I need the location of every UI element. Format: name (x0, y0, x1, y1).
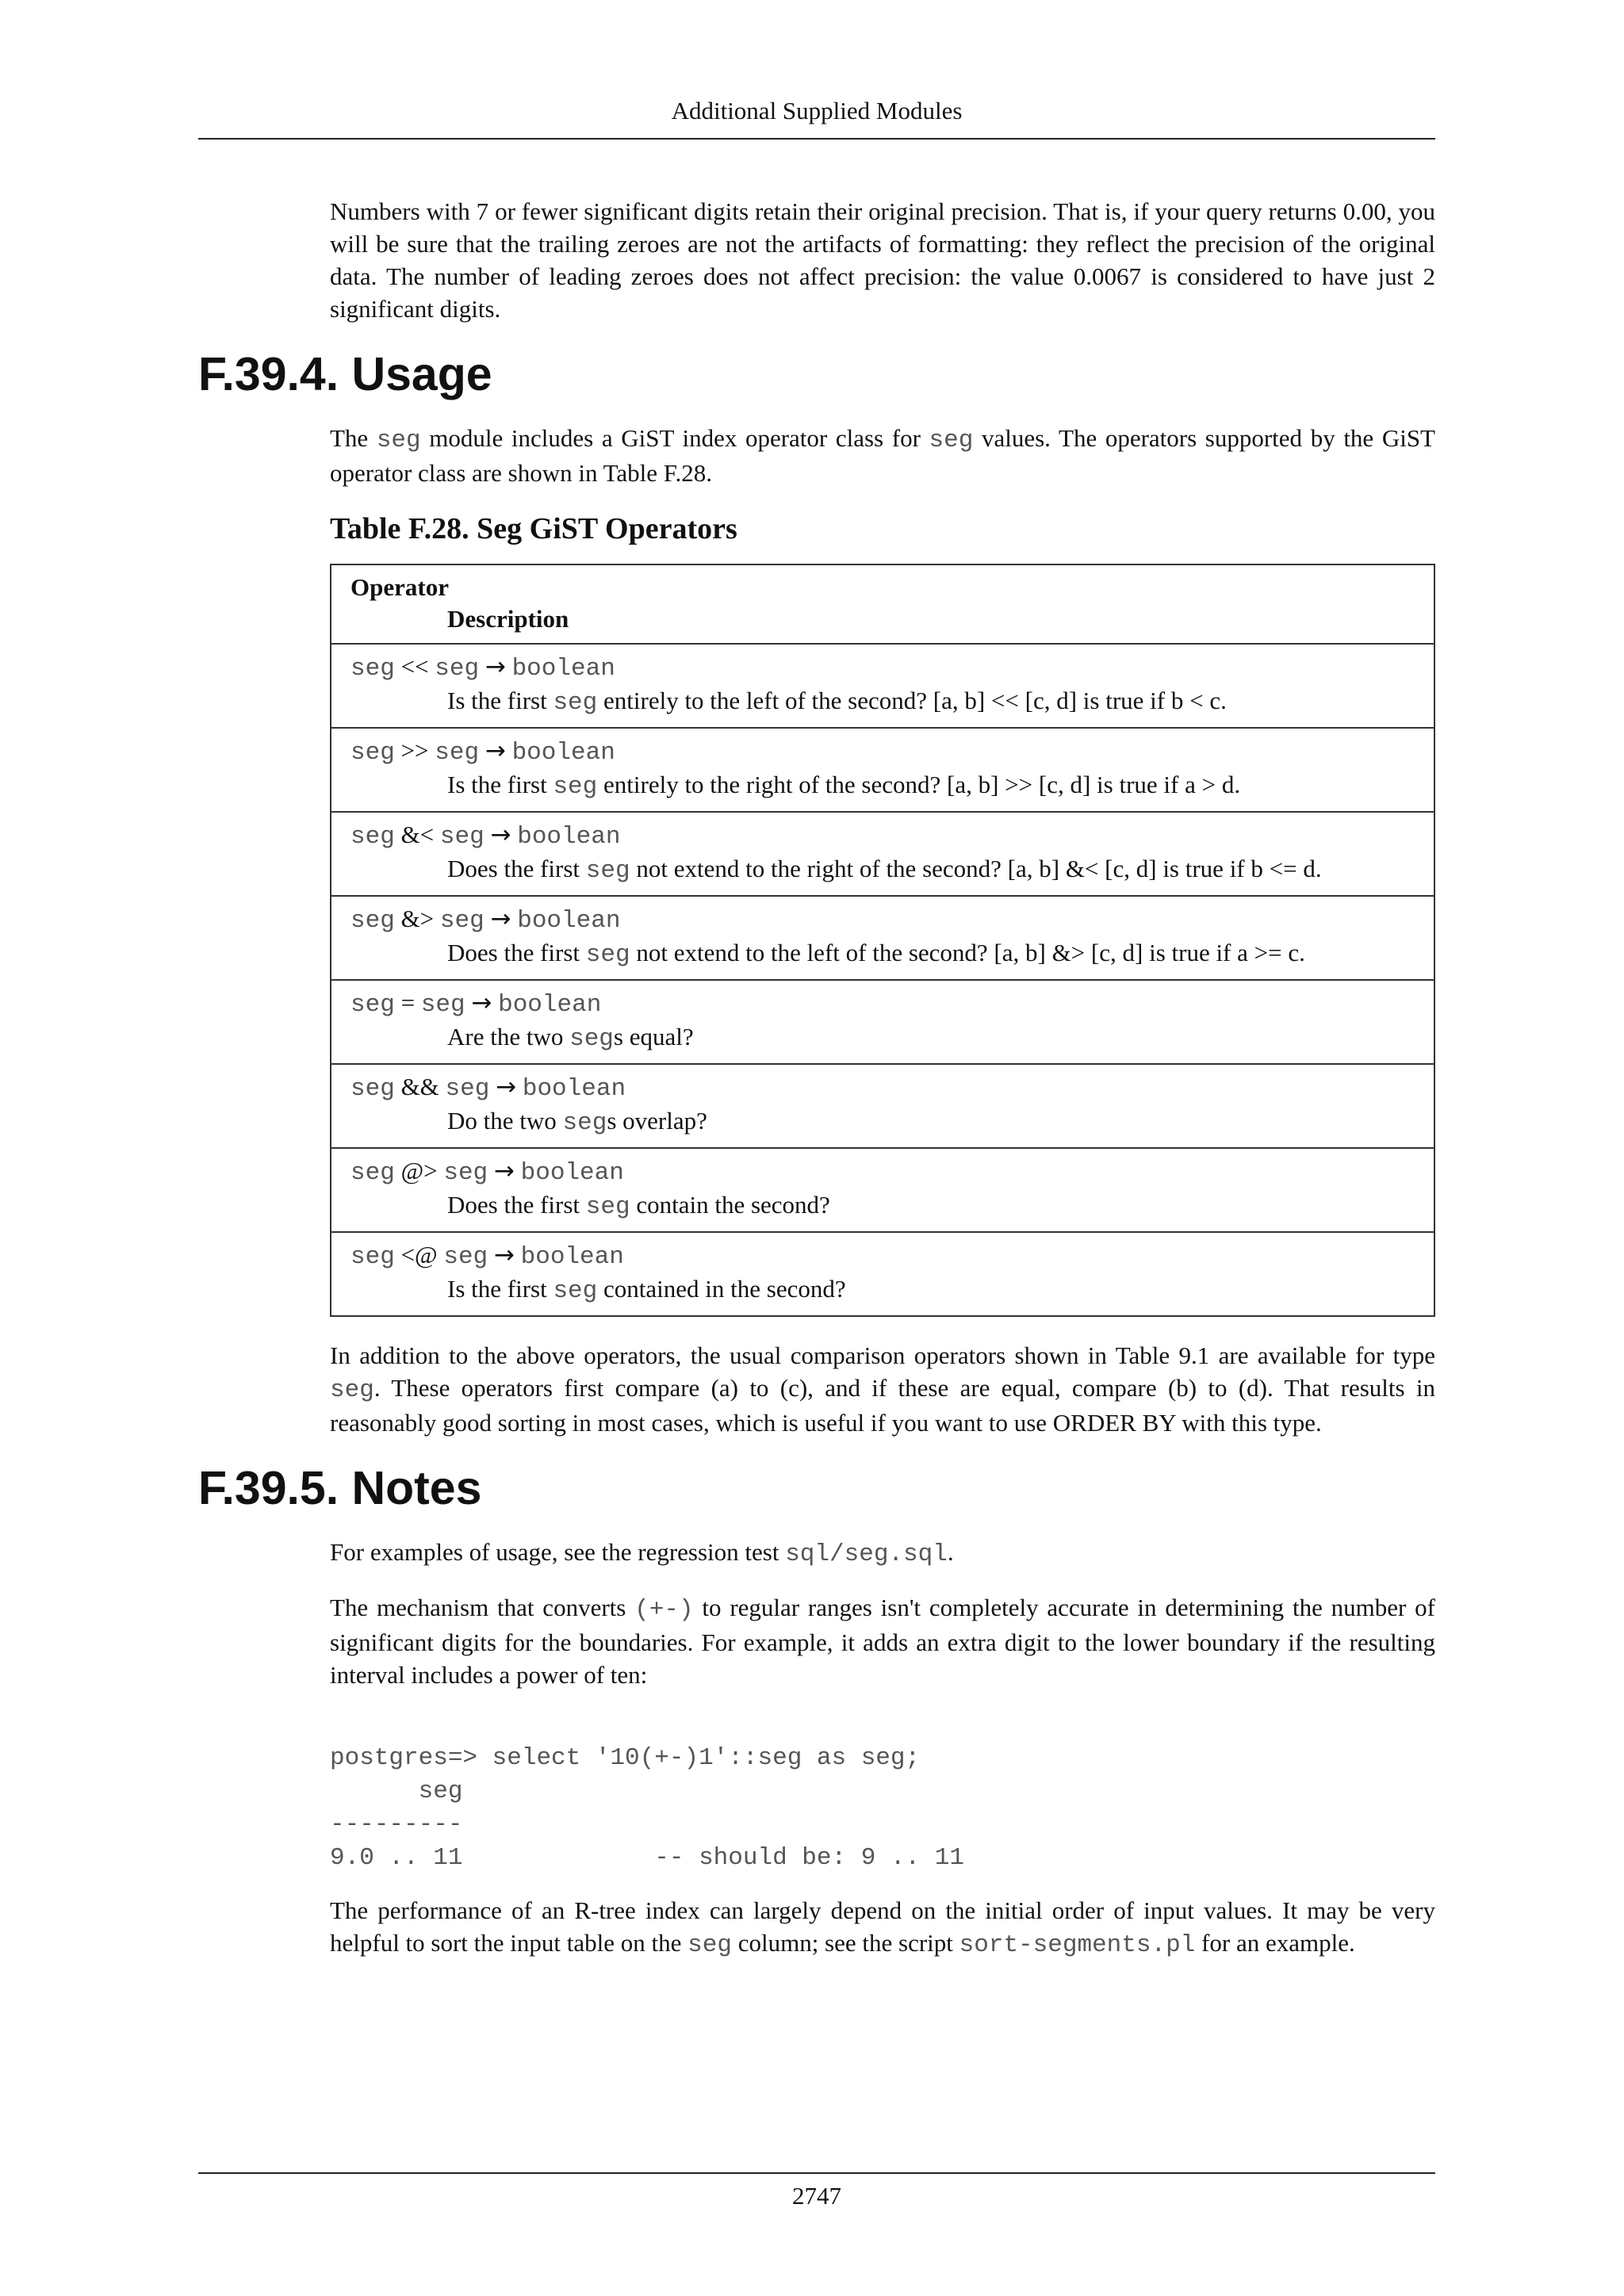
header-operator: Operator (350, 573, 449, 601)
table-cell (331, 812, 1434, 896)
result-type: boolean (517, 823, 621, 851)
table-row (331, 812, 1434, 896)
text-run: to regular ranges isn't completely accurate in determining the number of significant digits for the boundaries. For example, it adds an extra digit to the lower boundary if the resulting interval includes a power of ten: (330, 1594, 1435, 1689)
text-run: not extend to the right of the second? [a, b] &< [c, d] is true if b <= d. (630, 855, 1322, 882)
operand-left: seg (350, 907, 395, 935)
intro-paragraph: Numbers with 7 or fewer significant digits retain their original precision. That is, if your query returns 0.00, you will be sure that the trailing zeroes are not the artifacts of formatting: they reflect the precision of the original data. The number of leading zeroes does not affect precision: the value 0.0067 is considered to have just 2 significant digits. (330, 197, 1435, 323)
operand-left: seg (350, 655, 395, 683)
text-run: not extend to the left of the second? [a, b] &> [c, d] is true if a >= c. (630, 939, 1305, 966)
operator-signature (350, 903, 1415, 937)
table-row (331, 1148, 1434, 1232)
result-type: boolean (520, 1243, 624, 1271)
result-type: boolean (511, 655, 615, 683)
text-run: In addition to the above operators, the usual comparison operators shown in Table 9.1 are available for type (330, 1341, 1435, 1369)
usage-paragraph-1 (330, 422, 1435, 489)
text-run: The mechanism that converts (330, 1594, 635, 1621)
operator-description (447, 853, 1415, 887)
table-header-row (331, 564, 1434, 644)
text-run: The (330, 424, 377, 452)
operand-left: seg (350, 1243, 395, 1271)
text-run: values. The operators supported by the GiST operator class are shown in Table F.28. (330, 424, 1435, 487)
text-run: Does the first (447, 855, 586, 882)
footer-rule (198, 2172, 1435, 2174)
text-run: For examples of usage, see the regression test (330, 1538, 786, 1566)
table-row (331, 1232, 1434, 1316)
operand-right: seg (439, 907, 485, 935)
operator-description (447, 685, 1415, 719)
text-run: The performance of an R-tree index can largely depend on the initial order of input values. It may be very helpful to sort the input table on the (330, 1896, 1435, 1957)
page-number: 2747 (792, 2182, 841, 2210)
operator-symbol: @> (400, 1157, 438, 1184)
operand-right: seg (443, 1243, 488, 1271)
operand-left: seg (350, 1159, 395, 1187)
table-cell (331, 644, 1434, 728)
result-type: boolean (511, 739, 615, 767)
table-title: Table F.28. Seg GiST Operators (330, 512, 737, 545)
operator-symbol: &> (400, 905, 435, 932)
table-row (331, 1064, 1434, 1148)
code-literal: seg (929, 427, 974, 454)
notes-paragraph-1 (330, 1536, 1435, 1571)
operator-description (447, 1105, 1415, 1139)
table-header-cell (331, 564, 1434, 644)
arrow-icon: → (471, 989, 492, 1017)
text-run: contained in the second? (597, 1275, 846, 1303)
arrow-icon: → (493, 1157, 515, 1185)
operator-signature (350, 1071, 1415, 1105)
operand-left: seg (350, 991, 395, 1019)
operator-symbol: = (400, 989, 416, 1016)
arrow-icon: → (490, 821, 511, 849)
text-run: contain the second? (630, 1191, 830, 1219)
operand-left: seg (350, 823, 395, 851)
text-run: Is the first (447, 687, 553, 714)
text-run: s overlap? (607, 1107, 707, 1135)
result-type: boolean (498, 991, 602, 1019)
text-run: for an example. (1195, 1929, 1355, 1957)
code-block: postgres=> select '10(+-)1'::seg as seg; seg --------- 9.0 .. 11 -- should be: 9 .. 11 (330, 1744, 964, 1872)
operand-right: seg (439, 823, 485, 851)
code-literal: seg (376, 427, 421, 454)
operand-left: seg (350, 1075, 395, 1103)
arrow-icon: → (496, 1073, 517, 1101)
table-cell (331, 1148, 1434, 1232)
code-literal: seg (585, 941, 630, 969)
code-literal: seg (562, 1109, 607, 1137)
text-run: s equal? (613, 1023, 694, 1050)
text-run: Is the first (447, 771, 553, 798)
table-cell (331, 980, 1434, 1064)
text-run: entirely to the left of the second? [a, b] << [c, d] is true if b < c. (597, 687, 1227, 714)
operand-right: seg (435, 739, 480, 767)
text-run: . These operators first compare (a) to (c), and if these are equal, compare (b) to (d). That results in reasonably good sorting in most cases, which is useful if you want to use ORDER BY with this type. (330, 1374, 1435, 1437)
operator-symbol: >> (400, 737, 429, 764)
operator-description (447, 769, 1415, 803)
operand-right: seg (445, 1075, 490, 1103)
operator-signature (350, 987, 1415, 1021)
usage-paragraph-2 (330, 1339, 1435, 1439)
text-run: Are the two (447, 1023, 570, 1050)
page-content (198, 195, 1435, 1982)
header-rule (198, 138, 1435, 140)
operator-symbol: &< (400, 821, 435, 848)
operator-signature (350, 1239, 1415, 1273)
arrow-icon: → (485, 652, 506, 681)
result-type: boolean (517, 907, 621, 935)
operator-description (447, 1273, 1415, 1307)
arrow-icon: → (493, 1241, 515, 1269)
header-description: Description (447, 605, 569, 633)
operator-description (447, 937, 1415, 971)
table-row (331, 896, 1434, 980)
operand-right: seg (435, 655, 480, 683)
code-literal: seg (553, 689, 598, 717)
text-run: Do the two (447, 1107, 563, 1135)
code-literal: seg (688, 1931, 732, 1959)
text-run: . (947, 1538, 954, 1566)
operand-right: seg (443, 1159, 488, 1187)
code-literal: seg (553, 773, 598, 801)
operator-symbol: && (400, 1073, 439, 1100)
usage-heading: F.39.4. Usage (198, 348, 492, 400)
result-type: boolean (522, 1075, 626, 1103)
table-row (331, 980, 1434, 1064)
operator-symbol: <@ (400, 1241, 438, 1269)
text-run: Is the first (447, 1275, 553, 1303)
notes-paragraph-3 (330, 1894, 1435, 1961)
table-row (331, 728, 1434, 812)
operand-left: seg (350, 739, 395, 767)
code-literal: seg (553, 1277, 598, 1305)
operators-table (330, 564, 1435, 1317)
operand-right: seg (420, 991, 465, 1019)
code-literal: seg (585, 1193, 630, 1221)
running-header: Additional Supplied Modules (671, 97, 963, 124)
notes-heading: F.39.5. Notes (198, 1462, 482, 1514)
code-literal: seg (330, 1376, 374, 1404)
code-literal: seg (585, 857, 630, 885)
table-cell (331, 728, 1434, 812)
operator-signature (350, 819, 1415, 853)
operator-signature (350, 651, 1415, 685)
table-cell (331, 896, 1434, 980)
result-type: boolean (520, 1159, 624, 1187)
table-cell (331, 1232, 1434, 1316)
code-literal: (+-) (634, 1596, 694, 1624)
operator-symbol: << (400, 652, 429, 680)
code-literal: sql/seg.sql (785, 1540, 948, 1568)
table-cell (331, 1064, 1434, 1148)
text-run: column; see the script (731, 1929, 959, 1957)
operator-signature (350, 1155, 1415, 1189)
arrow-icon: → (485, 737, 506, 765)
notes-paragraph-2 (330, 1591, 1435, 1691)
text-run: Does the first (447, 939, 586, 966)
text-run: Does the first (447, 1191, 586, 1219)
code-literal: seg (569, 1025, 614, 1053)
arrow-icon: → (490, 905, 511, 933)
text-run: entirely to the right of the second? [a, b] >> [c, d] is true if a > d. (597, 771, 1241, 798)
text-run: module includes a GiST index operator class for (420, 424, 929, 452)
operator-description (447, 1021, 1415, 1055)
operator-description (447, 1189, 1415, 1223)
operator-signature (350, 735, 1415, 769)
table-row (331, 644, 1434, 728)
code-literal: sort-segments.pl (959, 1931, 1196, 1959)
